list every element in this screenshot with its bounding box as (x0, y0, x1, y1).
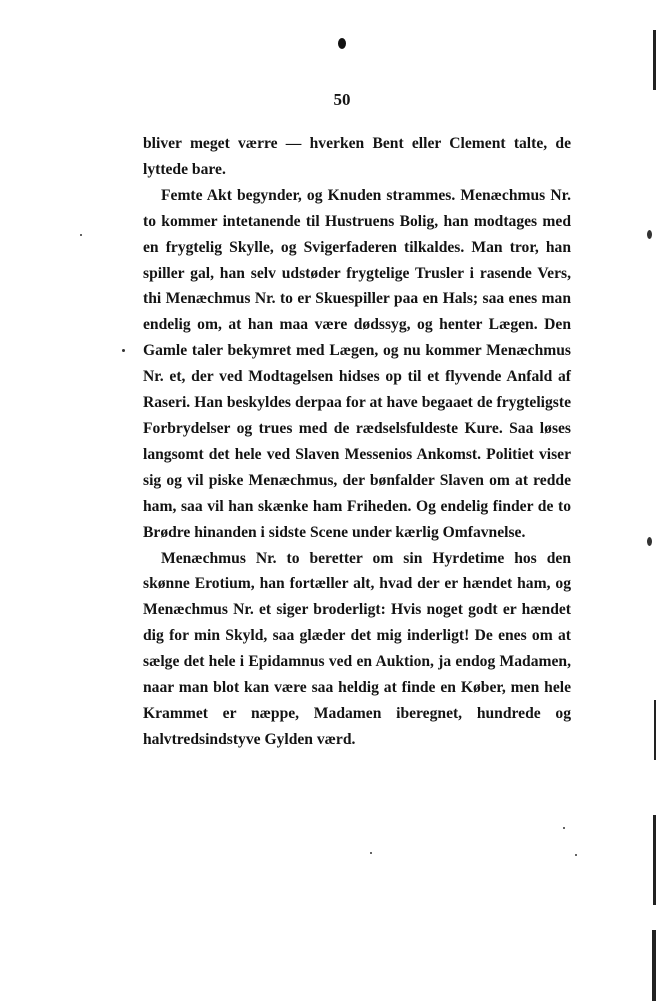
paragraph-2: Femte Akt begynder, og Knuden strammes. Menæchmus Nr. to kommer intetanende til Hustruens Bolig, han modtages med en frygtelig Skylle, og Svigerfaderen tilkaldes. Man tror, han spiller gal, han selv udstøder frygtelige Trusler i rasende Vers, thi Menæchmus Nr. to er Skuespiller paa en Hals; saa enes man endelig om, at han maa være dødssyg, og henter Lægen. Den Gamle taler bekymret med Lægen, og nu kommer Menæchmus Nr. et, der ved Modtagelsen hidses op til et flyvende Anfald af Raseri. Han beskyldes derpaa for at have begaaet de frygteligste Forbrydelser og trues med de rædselsfuldeste Kure. Saa løses langsomt det hele ved Slaven Messenios Ankomst. Politiet viser sig og vil piske Menæchmus, der bønfalder Slaven om at redde ham, saa vil han skænke ham Friheden. Og endelig finder de to Brødre hinanden i sidste Scene under kærlig Omfavnelse. (143, 186, 571, 541)
scan-edge-mark (652, 930, 656, 1001)
ink-dot (338, 38, 346, 49)
scan-speck (80, 234, 82, 236)
scan-speck (647, 230, 652, 239)
page-number: 50 (333, 90, 351, 109)
body-text (143, 131, 571, 753)
scan-speck (370, 852, 372, 854)
scan-speck (647, 537, 652, 546)
scan-speck (563, 827, 565, 829)
scan-speck (575, 854, 577, 856)
paragraph-3: Menæchmus Nr. to beretter om sin Hyrdetime hos den skønne Erotium, han fortæller alt, hvad der er hændet ham, og Menæchmus Nr. et siger broderligt: Hvis noget godt er hændet dig for min Skyld, saa glæder det mig inderligt! De enes om at sælge det hele i Epidamnus ved en Auktion, ja endog Madamen, naar man blot kan være saa heldig at finde en Køber, men hele Krammet er næppe, Madamen iberegnet, hundrede og halvtredsindstyve Gylden værd. (143, 549, 571, 748)
scan-speck (122, 349, 125, 352)
paragraph-1: bliver meget værre — hverken Bent eller Clement talte, de lyttede bare. (143, 135, 571, 178)
